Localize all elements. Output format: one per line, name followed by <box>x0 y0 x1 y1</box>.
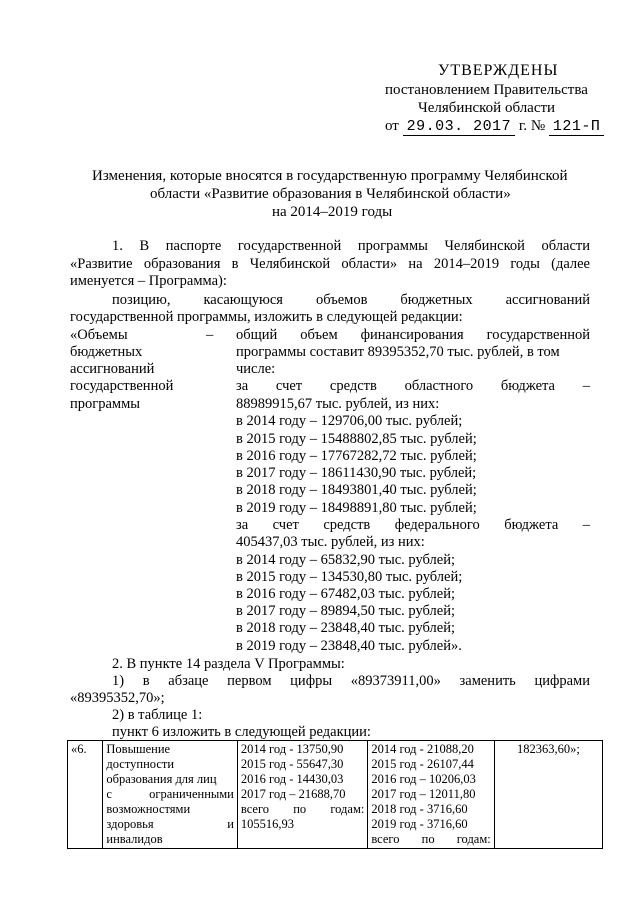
year-value: 2014 год - 21088,20 <box>371 742 474 756</box>
table-cell-total <box>494 741 602 849</box>
name-line: возможностями <box>106 802 191 816</box>
approval-number: 121-П <box>549 118 605 136</box>
passport-right-15: в 2015 году – 134530,80 тыс. рублей; <box>236 569 463 585</box>
para2-line-4: 2) в таблице 1: <box>112 707 203 723</box>
para1-line-5: государственной программы, изложить в следующей редакции: <box>70 309 463 325</box>
table-cell-num <box>68 741 103 849</box>
name-line: инвалидов <box>106 832 163 846</box>
para2-line-1: 2. В пункте 14 раздела V Программы: <box>112 656 345 672</box>
passport-right-3: числе: <box>236 361 276 377</box>
para2-line-5: пункт 6 изложить в следующей редакции: <box>112 724 371 740</box>
passport-left-4: государственной <box>70 378 174 394</box>
passport-right-11: в 2019 году – 18498891,80 тыс. рублей; <box>236 500 477 516</box>
passport-right-5: 88989915,67 тыс. рублей, из них: <box>236 396 440 412</box>
para2-line-2: 1) в абзаце первом цифры «89373911,00» заменить цифрами <box>112 673 590 689</box>
passport-right-4: за счет средств областного бюджета – <box>236 378 590 394</box>
heading-line-1: Изменения, которые вносятся в государственную программу Челябинской <box>92 168 568 184</box>
year-value: 2018 год - 3716,60 <box>371 802 468 816</box>
passport-right-1: общий объем финансирования государственной <box>236 327 590 343</box>
passport-left-2: бюджетных <box>70 344 143 360</box>
para1-line-2: «Развитие образования в Челябинской области» на 2014–2019 годы (далее <box>70 256 590 272</box>
year-value: 2017 год – 12011,80 <box>371 787 476 801</box>
approval-title: УТВЕРЖДЕНЫ <box>438 62 559 79</box>
year-value: 2017 год – 21688,70 <box>240 787 346 801</box>
year-value: 2019 год - 3716,60 <box>371 817 468 831</box>
approval-year-suffix: г. № <box>518 118 546 134</box>
para1-line-3: именуется – Программа): <box>70 273 227 289</box>
table-cell-name <box>103 741 238 849</box>
passport-right-9: в 2017 году – 18611430,90 тыс. рублей; <box>236 465 477 481</box>
name-line: с ограниченными <box>106 787 234 801</box>
total-value: 105516,93 <box>240 817 295 831</box>
passport-left-5: программы <box>70 396 140 412</box>
passport-right-17: в 2017 году – 89894,50 тыс. рублей; <box>236 603 456 619</box>
approval-date-line <box>385 118 604 136</box>
passport-right-16: в 2016 году – 67482,03 тыс. рублей; <box>236 586 456 602</box>
year-value: 2014 год - 13750,90 <box>240 742 344 756</box>
passport-right-13: 405437,03 тыс. рублей, из них: <box>236 534 425 550</box>
heading-line-2: области «Развитие образования в Челябинской области» <box>150 186 511 202</box>
passport-right-8: в 2016 году – 17767282,72 тыс. рублей; <box>236 448 477 464</box>
passport-right-7: в 2015 году – 15488802,85 тыс. рублей; <box>236 431 477 447</box>
passport-right-6: в 2014 году – 129706,00 тыс. рублей; <box>236 413 463 429</box>
para1-line-4: позицию, касающуюся объемов бюджетных ассигнований <box>112 292 590 308</box>
para1-line-1: 1. В паспорте государственной программы Челябинской области <box>112 238 590 254</box>
heading-line-3: на 2014–2019 годы <box>272 204 393 220</box>
para2-line-3: «89395352,70»; <box>70 690 165 706</box>
approval-line-1: постановлением Правительства <box>385 82 588 98</box>
passport-right-19: в 2019 году – 23848,40 тыс. рублей». <box>236 638 462 654</box>
year-value: 2016 год – 10206,03 <box>371 772 476 786</box>
year-value: 2015 год - 26107,44 <box>371 757 474 771</box>
approval-line-2: Челябинской области <box>418 100 556 116</box>
approval-from-label: от <box>385 118 399 134</box>
passport-right-2: программы составит 89395352,70 тыс. рублей, в том <box>236 344 560 360</box>
name-line: образования для лиц <box>106 772 217 786</box>
row-number: «6. <box>71 742 87 756</box>
total-label: всего по годам: <box>371 832 491 846</box>
passport-right-12: за счет средств федерального бюджета – <box>236 517 590 533</box>
grand-total: 182363,60»; <box>516 742 580 756</box>
name-line: доступности <box>106 757 175 771</box>
passport-right-10: в 2018 году – 18493801,40 тыс. рублей; <box>236 482 477 498</box>
table-row <box>68 741 603 849</box>
passport-right-14: в 2014 году – 65832,90 тыс. рублей; <box>236 552 456 568</box>
year-value: 2016 год - 14430,03 <box>240 772 344 786</box>
approval-date: 29.03. 2017 <box>403 118 516 136</box>
passport-left-1: «Объемы <box>70 327 128 343</box>
name-line: Повышение <box>106 742 171 756</box>
program-table <box>67 740 603 849</box>
total-label: всего по годам: <box>240 802 365 816</box>
passport-dash: – <box>206 327 214 343</box>
year-value: 2015 год - 55647,30 <box>240 757 344 771</box>
name-line: здоровья и <box>106 817 234 831</box>
passport-right-18: в 2018 году – 23848,40 тыс. рублей; <box>236 620 456 636</box>
table-cell-years-1 <box>237 741 367 849</box>
passport-left-3: ассигнований <box>70 361 155 377</box>
table-cell-years-2 <box>368 741 494 849</box>
